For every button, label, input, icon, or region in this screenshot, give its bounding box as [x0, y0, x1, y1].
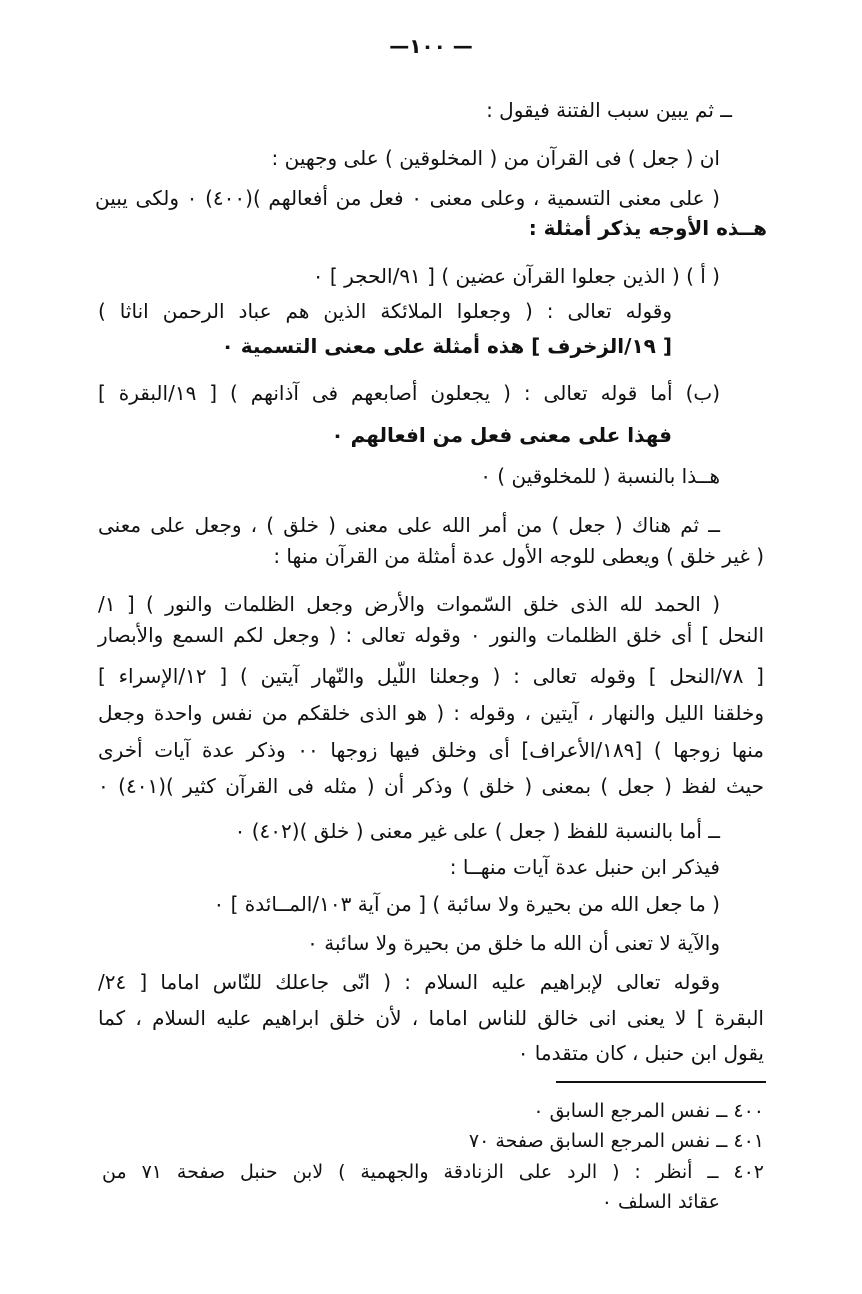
footnote: عقائد السلف ٠ [601, 1191, 720, 1213]
body-line: ( على معنى التسمية ، وعلى معنى ٠ فعل من أفعالهم )(٤٠٠) ٠ ولكى يبين [95, 186, 720, 210]
footnote-separator [556, 1081, 766, 1083]
body-line: ــ ثم يبين سبب الفتنة فيقول : [486, 98, 732, 122]
body-line: ( غير خلق ) ويعطى للوجه الأول عدة أمثلة من القرآن منها : [273, 544, 764, 568]
footnote: ٤٠١ ــ نفس المرجع السابق صفحة ٧٠ [468, 1130, 764, 1152]
body-line: البقرة ] لا يعنى انى خالق للناس اماما ، لأن خلق ابراهيم عليه السلام ، كما [98, 1006, 764, 1030]
body-line: هــذا بالنسبة ( للمخلوقين ) ٠ [480, 464, 720, 488]
page-number: —١٠٠ — [389, 34, 473, 58]
body-line: هــذه الأوجه يذكر أمثلة : [528, 216, 767, 240]
footnote: ٤٠٢ ــ أنظر : ( الرد على الزنادقة والجهمية ) لابن حنبل صفحة ٧١ من [102, 1161, 764, 1183]
body-line: وخلقنا الليل والنهار ، آيتين ، وقوله : ( هو الذى خلقكم من نفس واحدة وجعل [98, 701, 764, 725]
body-line: ــ أما بالنسبة للفظ ( جعل ) على غير معنى ( خلق )(٤٠٢) ٠ [234, 819, 720, 843]
body-line: ( ما جعل الله من بحيرة ولا سائبة ) [ من آية ١٠٣/المــائدة ] ٠ [213, 892, 720, 916]
body-line: فهذا على معنى فعل من افعالهم ٠ [331, 423, 672, 447]
body-line: وقوله تعالى : ( وجعلوا الملائكة الذين هم عباد الرحمن اناثا ) [98, 299, 672, 323]
body-line: النحل ] أى خلق الظلمات والنور ٠ وقوله تعالى : ( وجعل لكم السمع والأبصار [98, 623, 764, 647]
body-line: [ ٧٨/النحل ] وقوله تعالى : ( وجعلنا اللّيل والنّهار آيتين ) [ ١٢/الإسراء ] [98, 664, 764, 688]
body-line: (ب) أما قوله تعالى : ( يجعلون أصابعهم فى آذانهم ) [ ١٩/البقرة ] [98, 381, 720, 405]
footnote: ٤٠٠ ــ نفس المرجع السابق ٠ [533, 1100, 764, 1122]
body-line: وقوله تعالى لإبراهيم عليه السلام : ( انّى جاعلك للنّاس اماما [ ٢٤/ [98, 970, 720, 994]
body-line: ( أ ) ( الذين جعلوا القرآن عضين ) [ ٩١/الحجر ] ٠ [312, 264, 720, 288]
body-line: [ ١٩/الزخرف ] هذه أمثلة على معنى التسمية ٠ [221, 334, 672, 358]
body-line: حيث لفظ ( جعل ) بمعنى ( خلق ) وذكر أن ( مثله فى القرآن كثير )(٤٠١) ٠ [98, 774, 764, 798]
body-line: يقول ابن حنبل ، كان متقدما ٠ [517, 1041, 764, 1065]
body-line: ( الحمد لله الذى خلق السّموات والأرض وجعل الظلمات والنور ) [ ١/ [98, 592, 720, 616]
body-line: والآية لا تعنى أن الله ما خلق من بحيرة ولا سائبة ٠ [307, 931, 720, 955]
body-line: فيذكر ابن حنبل عدة آيات منهــا : [449, 855, 720, 879]
body-line: ان ( جعل ) فى القرآن من ( المخلوقين ) على وجهين : [271, 146, 720, 170]
body-line: منها زوجها ) [١٨٩/الأعراف] أى وخلق فيها زوجها ٠٠ وذكر عدة آيات أخرى [98, 738, 764, 762]
body-line: ــ ثم هناك ( جعل ) من أمر الله على معنى ( خلق ) ، وجعل على معنى [98, 513, 720, 537]
